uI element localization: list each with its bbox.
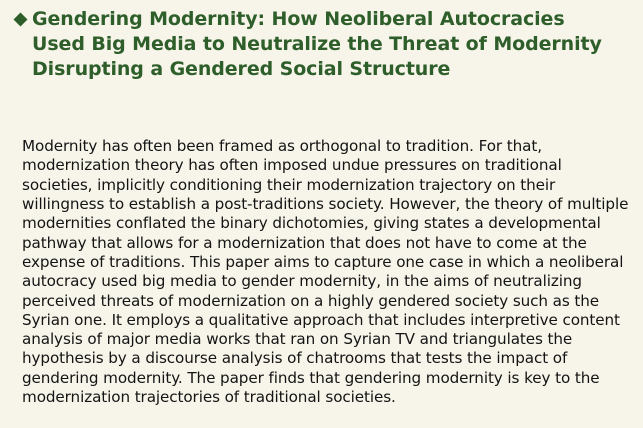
- section-title: Gendering Modernity: How Neoliberal Autocracies Used Big Media to Neutralize the Threat of Modernity Disrupting a Gendered Social Structure: [32, 8, 602, 80]
- diamond-bullet-icon: [13, 12, 28, 27]
- abstract-paragraph: Modernity has often been framed as orthogonal to tradition. For that, modernization theory has often imposed undue pressures on traditional societies, implicitly conditioning their modernization trajectory on their willingness to establish a post-traditions society. However, the theory of multiple modernities conflated the binary dichotomies, giving states a developmental pathway that allows for a modernization that does not have to come at the expense of traditions. This paper aims to capture one case in which a neoliberal autocracy used big media to gender modernity, in the aims of neutralizing perceived threats of modernization on a highly gendered society such as the Syrian one. It employs a qualitative approach that includes interpretive content analysis of major media works that ran on Syrian TV and triangulates the hypothesis by a discourse analysis of chatrooms that tests the impact of gendering modernity. The paper finds that gendering modernity is key to the modernization trajectories of traditional societies.: [22, 137, 629, 407]
- section-heading: [13, 7, 613, 82]
